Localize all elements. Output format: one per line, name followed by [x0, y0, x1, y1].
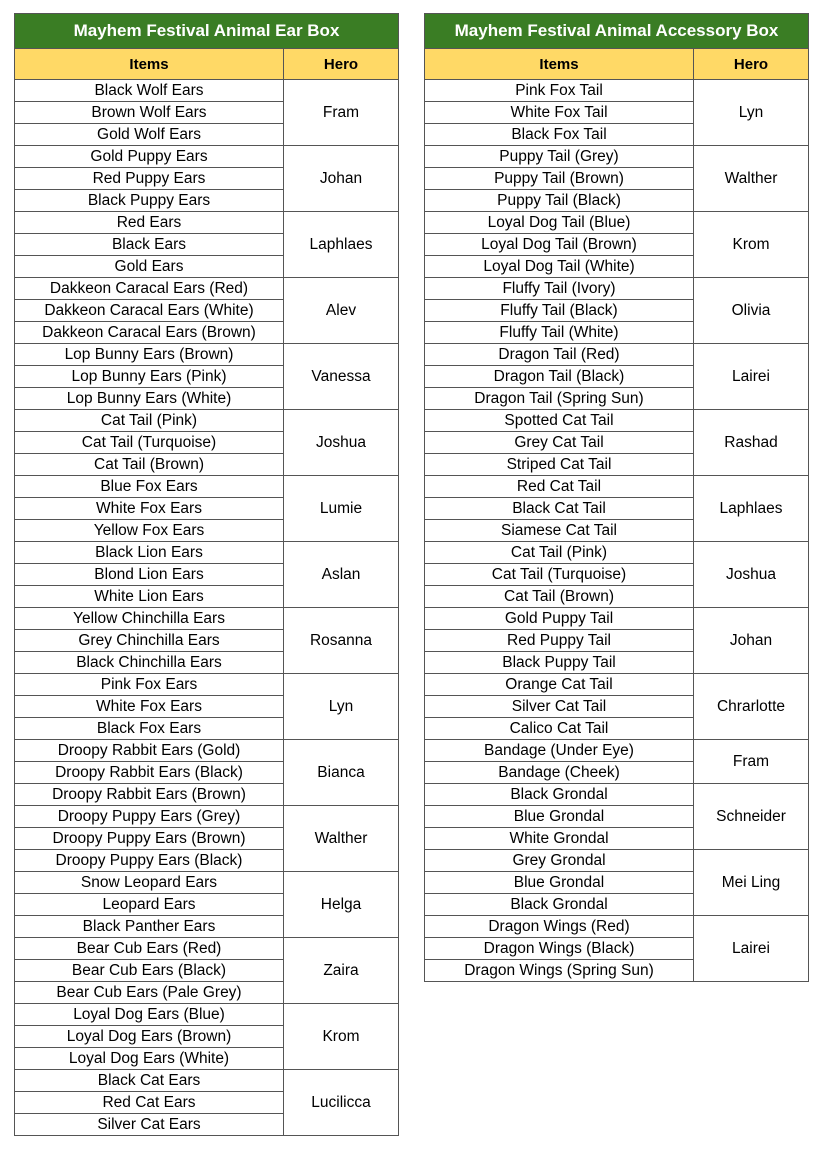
table-row: [15, 146, 399, 168]
item-cell: Cat Tail (Brown): [15, 454, 284, 476]
item-cell: Droopy Rabbit Ears (Gold): [15, 740, 284, 762]
item-cell: Droopy Puppy Ears (Brown): [15, 828, 284, 850]
item-cell: Dragon Wings (Spring Sun): [425, 960, 694, 982]
item-cell: Black Lion Ears: [15, 542, 284, 564]
item-cell: Yellow Fox Ears: [15, 520, 284, 542]
item-cell: Cat Tail (Brown): [425, 586, 694, 608]
table-row: [15, 1070, 399, 1092]
item-cell: Orange Cat Tail: [425, 674, 694, 696]
hero-cell: Joshua: [694, 542, 809, 608]
hero-cell: Helga: [284, 872, 399, 938]
item-cell: Cat Tail (Turquoise): [425, 564, 694, 586]
accessory-box-body: [425, 80, 809, 982]
table-row: [425, 476, 809, 498]
table-row: [15, 674, 399, 696]
item-cell: Lop Bunny Ears (Brown): [15, 344, 284, 366]
item-cell: White Lion Ears: [15, 586, 284, 608]
hero-cell: Zaira: [284, 938, 399, 1004]
item-cell: Droopy Puppy Ears (Black): [15, 850, 284, 872]
accessory-box-items-header: Items: [425, 49, 694, 80]
hero-cell: Laphlaes: [284, 212, 399, 278]
table-row: [425, 542, 809, 564]
item-cell: Black Grondal: [425, 894, 694, 916]
ear-box-items-header: Items: [15, 49, 284, 80]
ear-box-title: Mayhem Festival Animal Ear Box: [15, 14, 399, 49]
hero-cell: Johan: [284, 146, 399, 212]
item-cell: Cat Tail (Pink): [15, 410, 284, 432]
item-cell: Droopy Puppy Ears (Grey): [15, 806, 284, 828]
item-cell: Leopard Ears: [15, 894, 284, 916]
item-cell: Yellow Chinchilla Ears: [15, 608, 284, 630]
item-cell: Red Puppy Ears: [15, 168, 284, 190]
item-cell: Fluffy Tail (Ivory): [425, 278, 694, 300]
item-cell: Fluffy Tail (Black): [425, 300, 694, 322]
hero-cell: Lyn: [694, 80, 809, 146]
table-row: [15, 872, 399, 894]
item-cell: Bandage (Under Eye): [425, 740, 694, 762]
item-cell: Silver Cat Ears: [15, 1114, 284, 1136]
item-cell: Dakkeon Caracal Ears (Red): [15, 278, 284, 300]
item-cell: Black Fox Ears: [15, 718, 284, 740]
table-row: [15, 212, 399, 234]
table-row: [425, 850, 809, 872]
item-cell: Lop Bunny Ears (Pink): [15, 366, 284, 388]
item-cell: Bear Cub Ears (Red): [15, 938, 284, 960]
item-cell: White Fox Tail: [425, 102, 694, 124]
ear-box-body: [15, 80, 399, 1136]
hero-cell: Aslan: [284, 542, 399, 608]
item-cell: Gold Wolf Ears: [15, 124, 284, 146]
table-row: [15, 1004, 399, 1026]
item-cell: Grey Cat Tail: [425, 432, 694, 454]
table-row: [425, 916, 809, 938]
hero-cell: Bianca: [284, 740, 399, 806]
item-cell: Black Grondal: [425, 784, 694, 806]
accessory-box-title: Mayhem Festival Animal Accessory Box: [425, 14, 809, 49]
table-row: [425, 80, 809, 102]
item-cell: Puppy Tail (Black): [425, 190, 694, 212]
table-row: [425, 212, 809, 234]
accessory-box-table: [424, 13, 809, 982]
item-cell: Puppy Tail (Brown): [425, 168, 694, 190]
table-row: [15, 806, 399, 828]
item-cell: Red Cat Tail: [425, 476, 694, 498]
hero-cell: Rashad: [694, 410, 809, 476]
table-row: [15, 938, 399, 960]
item-cell: Black Ears: [15, 234, 284, 256]
hero-cell: Alev: [284, 278, 399, 344]
hero-cell: Laphlaes: [694, 476, 809, 542]
hero-cell: Lairei: [694, 344, 809, 410]
table-row: [15, 608, 399, 630]
item-cell: Dragon Tail (Red): [425, 344, 694, 366]
item-cell: Grey Grondal: [425, 850, 694, 872]
item-cell: Loyal Dog Tail (Brown): [425, 234, 694, 256]
item-cell: Cat Tail (Turquoise): [15, 432, 284, 454]
hero-cell: Johan: [694, 608, 809, 674]
item-cell: Loyal Dog Ears (Brown): [15, 1026, 284, 1048]
item-cell: Striped Cat Tail: [425, 454, 694, 476]
item-cell: Droopy Rabbit Ears (Black): [15, 762, 284, 784]
table-row: [425, 784, 809, 806]
table-row: [15, 344, 399, 366]
hero-cell: Krom: [284, 1004, 399, 1070]
item-cell: Droopy Rabbit Ears (Brown): [15, 784, 284, 806]
item-cell: Loyal Dog Ears (Blue): [15, 1004, 284, 1026]
item-cell: Loyal Dog Ears (White): [15, 1048, 284, 1070]
item-cell: Dakkeon Caracal Ears (White): [15, 300, 284, 322]
item-cell: Brown Wolf Ears: [15, 102, 284, 124]
hero-cell: Joshua: [284, 410, 399, 476]
table-row: [425, 146, 809, 168]
item-cell: Bear Cub Ears (Black): [15, 960, 284, 982]
item-cell: Blue Grondal: [425, 806, 694, 828]
item-cell: Dragon Tail (Spring Sun): [425, 388, 694, 410]
item-cell: Black Puppy Tail: [425, 652, 694, 674]
item-cell: Black Cat Ears: [15, 1070, 284, 1092]
item-cell: Gold Ears: [15, 256, 284, 278]
table-row: [425, 410, 809, 432]
item-cell: Bandage (Cheek): [425, 762, 694, 784]
ear-box-hero-header: Hero: [284, 49, 399, 80]
hero-cell: Fram: [284, 80, 399, 146]
item-cell: Pink Fox Ears: [15, 674, 284, 696]
item-cell: Loyal Dog Tail (White): [425, 256, 694, 278]
hero-cell: Rosanna: [284, 608, 399, 674]
item-cell: Dragon Wings (Black): [425, 938, 694, 960]
ear-box-table: [14, 13, 399, 1136]
item-cell: Loyal Dog Tail (Blue): [425, 212, 694, 234]
item-cell: Fluffy Tail (White): [425, 322, 694, 344]
hero-cell: Mei Ling: [694, 850, 809, 916]
hero-cell: Lucilicca: [284, 1070, 399, 1136]
hero-cell: Walther: [284, 806, 399, 872]
hero-cell: Walther: [694, 146, 809, 212]
hero-cell: Lumie: [284, 476, 399, 542]
item-cell: Black Wolf Ears: [15, 80, 284, 102]
table-row: [15, 542, 399, 564]
item-cell: Red Puppy Tail: [425, 630, 694, 652]
table-row: [15, 476, 399, 498]
item-cell: Grey Chinchilla Ears: [15, 630, 284, 652]
hero-cell: Vanessa: [284, 344, 399, 410]
table-row: [15, 410, 399, 432]
item-cell: Black Panther Ears: [15, 916, 284, 938]
table-row: [425, 344, 809, 366]
item-cell: Gold Puppy Ears: [15, 146, 284, 168]
item-cell: White Fox Ears: [15, 498, 284, 520]
table-row: [425, 608, 809, 630]
table-row: [15, 278, 399, 300]
item-cell: Blue Fox Ears: [15, 476, 284, 498]
table-row: [15, 740, 399, 762]
accessory-box-hero-header: Hero: [694, 49, 809, 80]
item-cell: Blue Grondal: [425, 872, 694, 894]
item-cell: Black Chinchilla Ears: [15, 652, 284, 674]
item-cell: Siamese Cat Tail: [425, 520, 694, 542]
item-cell: Red Ears: [15, 212, 284, 234]
item-cell: Dragon Tail (Black): [425, 366, 694, 388]
item-cell: Black Puppy Ears: [15, 190, 284, 212]
item-cell: Black Fox Tail: [425, 124, 694, 146]
item-cell: Dragon Wings (Red): [425, 916, 694, 938]
hero-cell: Schneider: [694, 784, 809, 850]
hero-cell: Chrarlotte: [694, 674, 809, 740]
item-cell: Snow Leopard Ears: [15, 872, 284, 894]
item-cell: Puppy Tail (Grey): [425, 146, 694, 168]
item-cell: Black Cat Tail: [425, 498, 694, 520]
item-cell: Bear Cub Ears (Pale Grey): [15, 982, 284, 1004]
item-cell: Spotted Cat Tail: [425, 410, 694, 432]
item-cell: Cat Tail (Pink): [425, 542, 694, 564]
item-cell: Dakkeon Caracal Ears (Brown): [15, 322, 284, 344]
hero-cell: Fram: [694, 740, 809, 784]
item-cell: Pink Fox Tail: [425, 80, 694, 102]
item-cell: Silver Cat Tail: [425, 696, 694, 718]
hero-cell: Krom: [694, 212, 809, 278]
item-cell: Red Cat Ears: [15, 1092, 284, 1114]
table-row: [425, 740, 809, 762]
item-cell: Gold Puppy Tail: [425, 608, 694, 630]
hero-cell: Lairei: [694, 916, 809, 982]
item-cell: Calico Cat Tail: [425, 718, 694, 740]
table-row: [15, 80, 399, 102]
item-cell: White Grondal: [425, 828, 694, 850]
table-row: [425, 278, 809, 300]
hero-cell: Lyn: [284, 674, 399, 740]
hero-cell: Olivia: [694, 278, 809, 344]
item-cell: Lop Bunny Ears (White): [15, 388, 284, 410]
item-cell: Blond Lion Ears: [15, 564, 284, 586]
table-row: [425, 674, 809, 696]
item-cell: White Fox Ears: [15, 696, 284, 718]
